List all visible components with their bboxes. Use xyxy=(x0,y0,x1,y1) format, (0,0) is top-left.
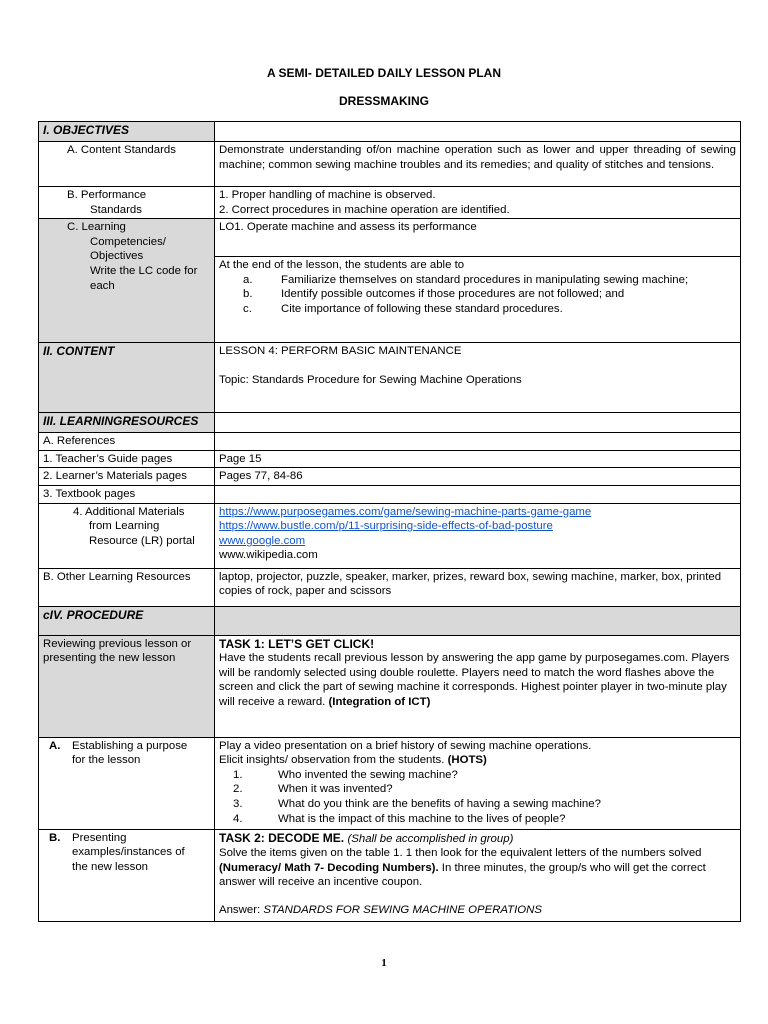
performance-item: 1. Proper handling of machine is observed. xyxy=(219,189,436,201)
google-link[interactable]: www.google.com xyxy=(219,534,306,547)
references-blank xyxy=(215,433,741,451)
present-letter: B. xyxy=(49,831,61,844)
textbook-value xyxy=(215,485,741,503)
list-item: a. Familiarize themselves on standard procedures in manipulating sewing machine; xyxy=(243,273,689,286)
resources-heading-blank xyxy=(215,413,741,433)
task2-title: TASK 2: DECODE ME. (Shall be accomplished in group) xyxy=(219,830,514,845)
lesson-title: LESSON 4: PERFORM BASIC MAINTENANCE xyxy=(219,345,462,358)
task1-cell xyxy=(215,635,741,737)
purpose-elicit: Elicit insights/ observation from the students. (HOTS) xyxy=(219,754,487,767)
references-label: A. References xyxy=(39,433,215,451)
other-resources-label: B. Other Learning Resources xyxy=(39,568,215,606)
purpose-label-line2: for the lesson xyxy=(72,754,141,767)
presenting-label xyxy=(39,829,215,921)
performance-label-line1: B. Performance xyxy=(67,189,147,201)
learning-outcome: LO1. Operate machine and assess its performance xyxy=(215,219,741,257)
other-resources-value: laptop, projector, puzzle, speaker, marker, prizes, reward box, sewing machine, marker, box, printed copies of rock, paper and scissors xyxy=(215,568,741,606)
document-subtitle: DRESSMAKING xyxy=(338,94,429,108)
additional-label-line: Resource (LR) portal xyxy=(89,534,195,547)
list-item: 2. When it was invented? xyxy=(233,783,393,796)
objectives-heading-blank xyxy=(215,122,741,142)
objectives-heading: I. OBJECTIVES xyxy=(39,122,215,142)
content-cell xyxy=(215,343,741,413)
page-number: 1 xyxy=(381,957,387,969)
additional-label-line: 4. Additional Materials xyxy=(73,505,185,518)
content-standards-label: A. Content Standards xyxy=(39,142,215,187)
present-label-line2: examples/instances of xyxy=(72,846,185,859)
teachers-guide-label: 1. Teacher’s Guide pages xyxy=(39,450,215,468)
document-title: A SEMI- DETAILED DAILY LESSON PLAN xyxy=(266,66,502,80)
learners-materials-value: Pages 77, 84-86 xyxy=(215,468,741,486)
task2-body: Solve the items given on the table 1. 1 then look for the equivalent letters of the numbers solved (Numeracy/ Math 7- Decoding Numbers). In three minutes, the group/s who will get the correct answer will receive an incentive coupon. xyxy=(219,847,706,889)
present-label-line3: the new lesson xyxy=(72,860,148,873)
task2-cell xyxy=(215,829,741,921)
lesson-objectives-intro: At the end of the lesson, the students are able to xyxy=(219,259,465,272)
review-label: Reviewing previous lesson or presenting the new lesson xyxy=(39,635,215,737)
list-item: b. Identify possible outcomes if those procedures are not followed; and xyxy=(243,288,625,301)
list-item: 3. What do you think are the benefits of having a sewing machine? xyxy=(233,797,601,810)
competencies-label-line: Write the LC code for xyxy=(90,264,198,277)
purpose-label xyxy=(39,737,215,829)
lesson-objectives-cell xyxy=(215,257,741,343)
teachers-guide-value: Page 15 xyxy=(215,450,741,468)
resources-heading: III. LEARNINGRESOURCES xyxy=(39,413,215,433)
lesson-objectives-list xyxy=(219,273,736,317)
procedure-heading-blank xyxy=(215,606,741,635)
textbook-label: 3. Textbook pages xyxy=(39,485,215,503)
wikipedia-text: www.wikipedia.com xyxy=(219,549,318,562)
purpose-intro: Play a video presentation on a brief history of sewing machine operations. xyxy=(219,739,592,752)
competencies-label-line: Competencies/ xyxy=(90,235,166,248)
content-heading: II. CONTENT xyxy=(39,343,215,413)
performance-standards-text xyxy=(215,187,741,219)
purpose-cell xyxy=(215,737,741,829)
task1-title: TASK 1: LET’S GET CLICK! xyxy=(219,636,375,651)
competencies-label-line: Objectives xyxy=(90,250,144,263)
lesson-topic: Topic: Standards Procedure for Sewing Machine Operations xyxy=(219,373,522,386)
purpose-letter: A. xyxy=(49,739,61,752)
learners-materials-label: 2. Learner’s Materials pages xyxy=(39,468,215,486)
bustle-link[interactable]: https://www.bustle.com/p/11-surprising-side-effects-of-bad-posture xyxy=(219,520,553,533)
task2-answer: Answer: STANDARDS FOR SEWING MACHINE OPERATIONS xyxy=(219,903,542,916)
purposegames-link[interactable]: https://www.purposegames.com/game/sewing-machine-parts-game-game xyxy=(219,505,592,518)
task1-body: Have the students recall previous lesson by answering the app game by purposegames.com. Players will be randomly selected using double roulette. Players need to match the word flashes above the screen and click the part of sewing machine it corresponds. Highest pointer player in two-minute play will receive a reward. (Integration of ICT) xyxy=(219,652,730,708)
list-item: 4. What is the impact of this machine to the lives of people? xyxy=(233,812,566,825)
competencies-label-line: C. Learning xyxy=(67,221,126,234)
purpose-label-line1: Establishing a purpose xyxy=(72,739,188,752)
performance-standards-label xyxy=(39,187,215,219)
list-item: c. Cite importance of following these standard procedures. xyxy=(243,302,563,315)
performance-label-line2: Standards xyxy=(90,203,142,216)
list-item: 1. Who invented the sewing machine? xyxy=(233,768,458,781)
present-label-line1: Presenting xyxy=(72,831,127,844)
purpose-questions xyxy=(219,768,736,826)
performance-item: 2. Correct procedures in machine operation are identified. xyxy=(219,203,510,216)
additional-materials-label xyxy=(39,503,215,568)
additional-materials-links xyxy=(215,503,741,568)
content-standards-text: Demonstrate understanding of/on machine operation such as lower and upper threading of sewing machine; common sewing machine troubles and its remedies; and quality of stitches and tensions. xyxy=(215,142,741,187)
competencies-label xyxy=(39,219,215,343)
additional-label-line: from Learning xyxy=(89,520,160,533)
lesson-plan-table xyxy=(38,121,741,922)
procedure-heading: cIV. PROCEDURE xyxy=(39,606,215,635)
competencies-label-line: each xyxy=(90,279,115,292)
